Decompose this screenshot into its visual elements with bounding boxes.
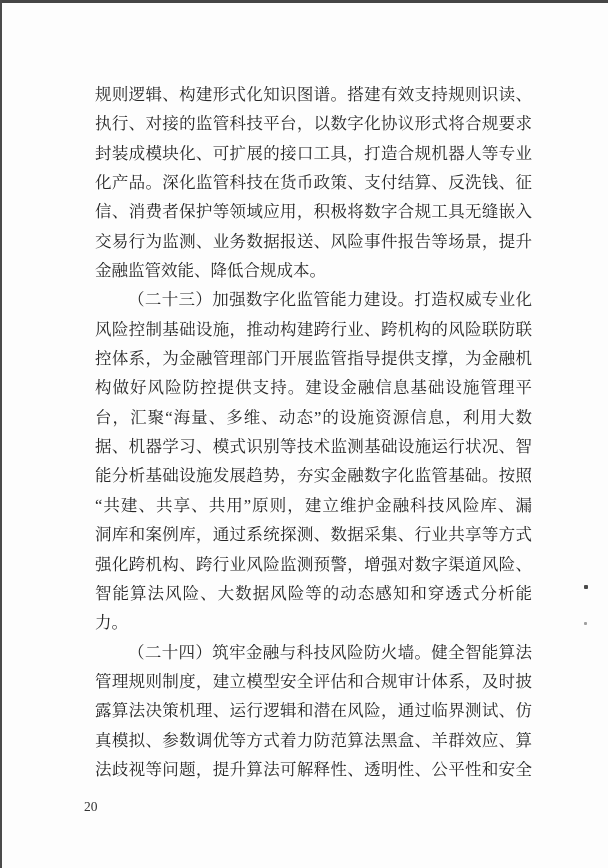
text-line: （二十四）筑牢金融与科技风险防火墙。健全智能算法: [128, 642, 532, 662]
text-line: 控体系，为金融管理部门开展监管指导提供支撑，为金融机: [95, 349, 532, 369]
text-line: “共建、共享、共用”原则，建立维护金融科技风险库、漏: [95, 495, 532, 515]
text-line: 强化跨机构、跨行业风险监测预警，增强对数字渠道风险、: [95, 554, 532, 574]
scan-speck: [584, 622, 587, 625]
text-line: 规则逻辑、构建形式化知识图谱。搭建有效支持规则识读、: [95, 85, 532, 104]
text-line: 管理规则制度，建立模型安全评估和合规审计体系，及时披: [95, 671, 532, 691]
text-line: 信、消费者保护等领域应用，积极将数字合规工具无缝嵌入: [95, 202, 532, 222]
text-line: 金融监管效能、降低合规成本。: [95, 261, 326, 281]
text-line: 智能算法风险、大数据风险等的动态感知和穿透式分析能: [95, 583, 532, 603]
text-line: 交易行为监测、业务数据报送、风险事件报告等场景，提升: [95, 231, 532, 251]
text-line: 真模拟、参数调优等方式着力防范算法黑盒、羊群效应、算: [95, 730, 532, 750]
scan-speck: [584, 585, 588, 589]
page-number: 20: [84, 799, 98, 814]
text-line: 台，汇聚“海量、多维、动态”的设施资源信息，利用大数: [95, 407, 532, 427]
scan-edge-top: [0, 0, 608, 3]
text-line: 化产品。深化监管科技在货币政策、支付结算、反洗钱、征: [95, 173, 532, 193]
text-line: 风险控制基础设施，推动构建跨行业、跨机构的风险联防联: [95, 319, 532, 339]
text-line: （二十三）加强数字化监管能力建设。打造权威专业化: [128, 290, 532, 310]
text-line: 执行、对接的监管科技平台，以数字化协议形式将合规要求: [95, 114, 532, 134]
text-line: 封装成模块化、可扩展的接口工具，打造合规机器人等专业: [95, 143, 532, 163]
text-line: 能分析基础设施发展趋势，夯实金融数字化监管基础。按照: [95, 466, 532, 486]
text-line: 露算法决策机理、运行逻辑和潜在风险，通过临界测试、仿: [95, 701, 532, 721]
text-line: 洞库和案例库，通过系统探测、数据采集、行业共享等方式: [95, 525, 532, 545]
text-line: 力。: [95, 613, 128, 633]
text-line: 构做好风险防控提供支持。建设金融信息基础设施管理平: [95, 378, 532, 398]
paragraph: [95, 80, 532, 285]
paragraph: [95, 285, 532, 637]
document-text-block: [95, 80, 532, 784]
text-line: 法歧视等问题，提升算法可解释性、透明性、公平性和安全: [95, 759, 532, 779]
scan-edge-left: [0, 0, 2, 868]
text-line: 据、机器学习、模式识别等技术监测基础设施运行状况、智: [95, 437, 532, 457]
paragraph: [95, 638, 532, 785]
